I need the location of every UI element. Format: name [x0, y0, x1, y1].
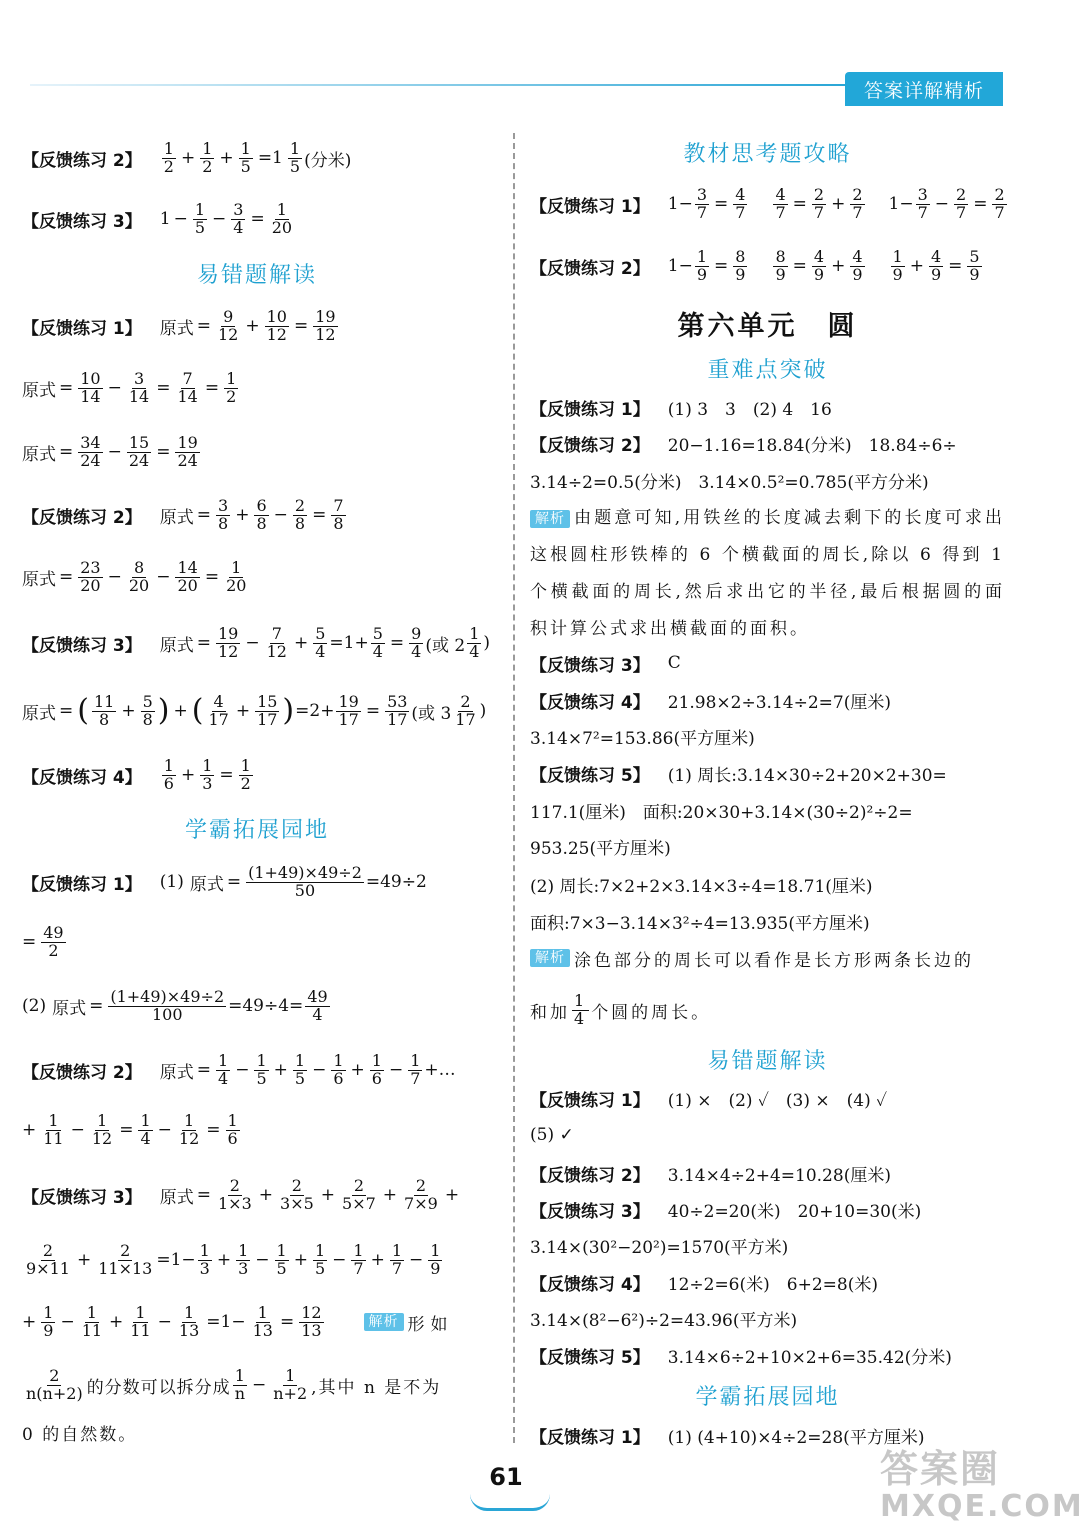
fraction: $\frac{8}{20}$ — [128, 557, 150, 595]
text: 3.14÷2=0.5(分米) 3.14×0.5²=0.785(平方分米) — [530, 472, 929, 493]
fraction: $\frac{1}{2}$ — [226, 368, 237, 406]
fraction: $\frac{10}{14}$ — [80, 368, 101, 406]
analysis-paragraph — [530, 500, 1005, 648]
text: C — [667, 653, 681, 673]
answer-line — [530, 425, 957, 461]
text: 1− — [667, 256, 693, 276]
text: 面积:7×3−3.14×3²÷4=13.935(平方厘米) — [530, 913, 870, 934]
fraction: $\frac{8}{9}$ — [735, 246, 746, 284]
fraction: $\frac{19}{12}$ — [218, 623, 239, 661]
watermark-logo — [880, 1438, 1084, 1533]
text: =1− — [156, 1250, 196, 1270]
text: 3.14×(30²−20²)=1570(平方米) — [530, 1237, 789, 1258]
text: 原式 — [159, 1062, 194, 1083]
fraction: $\frac{19}{17}$ — [338, 691, 359, 729]
fraction: $\frac{2}{7}$ — [852, 184, 863, 222]
fraction: $\frac{1}{n+2}$ — [273, 1365, 308, 1403]
answer-line — [530, 389, 832, 425]
exercise-label: 【反馈练习 3】 — [22, 635, 142, 656]
exercise-label: 【反馈练习 1】 — [530, 399, 650, 420]
fraction: $\frac{1}{11}$ — [130, 1302, 151, 1340]
exercise-label: 【反馈练习 2】 — [530, 1165, 650, 1186]
fraction: $\frac{3}{7}$ — [917, 184, 928, 222]
text: (1) 周长:3.14×30÷2+20×2+30= — [667, 765, 947, 786]
exercise-label: 【反馈练习 2】 — [530, 258, 650, 279]
exercise-label: 【反馈练习 1】 — [530, 196, 650, 217]
answer-line — [530, 940, 974, 976]
fraction: $\frac{4}{9}$ — [813, 246, 825, 284]
answer-line: 【反馈练习 1】 原式 = $\frac{9}{12}$ + $\frac{10}{12}$ = $\frac{19}{12}$ — [22, 306, 336, 344]
fraction: $\frac{1}{20}$ — [271, 199, 293, 237]
text: 40÷2=20(米) 20+10=30(米) — [667, 1201, 922, 1222]
fraction: $\frac{1}{11}$ — [81, 1302, 103, 1340]
exercise-label: 【反馈练习 1】 — [530, 1090, 650, 1111]
fraction: $\frac{15}{17}$ — [257, 691, 278, 729]
fraction: $\frac{1}{6}$ — [163, 755, 174, 793]
fraction: $\frac{1}{6}$ — [371, 1050, 382, 1088]
exercise-label: 【反馈练习 1】 — [22, 318, 142, 339]
text: 形如 — [407, 1314, 454, 1335]
answer-line — [530, 1117, 574, 1153]
fraction: $\frac{1}{5}$ — [276, 1240, 287, 1278]
fraction: $\frac{(1+49)\times 49\div 2}{50}$ — [248, 862, 362, 900]
text: (或 3 — [411, 703, 452, 724]
fraction: $\frac{2}{5\times 7}$ — [342, 1175, 376, 1213]
fraction: $\frac{2}{7\times 9}$ — [404, 1175, 438, 1213]
fraction: $\frac{2}{11\times 13}$ — [98, 1240, 153, 1278]
answer-line: 【反馈练习 3】 1 − $\frac{1}{5}$ − $\frac{3}{4}$ = $\frac{1}{20}$ — [22, 199, 293, 237]
answer-line — [530, 1155, 891, 1191]
fraction: $\frac{1}{9}$ — [696, 246, 707, 284]
answer-line: 原式 = $\frac{34}{24}$ − $\frac{15}{24}$ = $\frac{19}{24}$ — [22, 432, 198, 470]
fraction: $\frac{1}{2}$ — [202, 138, 213, 176]
fraction: $\frac{1}{13}$ — [178, 1302, 200, 1340]
page-number: 61 — [489, 1463, 523, 1491]
section-heading: 易错题解读 — [707, 1049, 828, 1074]
answer-line: + $\frac{1}{11}$ − $\frac{1}{12}$ = $\frac{1}{4}$ − $\frac{1}{12}$ = $\frac{1}{6}$ — [22, 1110, 238, 1148]
fraction: $\frac{4}{9}$ — [852, 246, 863, 284]
fraction: $\frac{9}{4}$ — [411, 623, 422, 661]
fraction: $\frac{1}{3}$ — [202, 755, 213, 793]
fraction: $\frac{1}{20}$ — [226, 557, 247, 595]
text: 20−1.16=18.84(分米) 18.84÷6÷ — [667, 435, 957, 456]
fraction: $\frac{1}{5}$ — [194, 199, 206, 237]
text: =2+ — [295, 701, 335, 721]
text: 1− — [888, 194, 914, 214]
unit-text: (分米) — [304, 150, 352, 171]
text: (1) — [159, 872, 184, 892]
fraction: $\frac{23}{20}$ — [80, 557, 101, 595]
text: 原式 — [22, 703, 56, 724]
fraction: $\frac{1}{7}$ — [391, 1240, 403, 1278]
text: 涂色部分的周长可以看作是长方形两条长边的 — [574, 950, 974, 971]
text: +… — [424, 1060, 456, 1080]
exercise-label: 【反馈练习 1】 — [22, 874, 142, 895]
fraction: $\frac{1}{9}$ — [892, 246, 903, 284]
fraction: $\frac{5}{9}$ — [969, 246, 980, 284]
watermark-text: 答案圈 — [880, 1447, 1001, 1491]
answer-line — [530, 462, 929, 498]
answer-line: (2) 原式 = $\frac{(1+49)\times 49\div 2}{100}$ =49÷4= $\frac{49}{4}$ — [22, 986, 328, 1024]
fraction: $\frac{1}{5}$ — [256, 1050, 267, 1088]
fraction: $\frac{5}{8}$ — [142, 691, 153, 729]
fraction: $\frac{1}{4}$ — [574, 990, 588, 1028]
answer-line — [22, 1414, 137, 1450]
answer-line: 原式 = ( $\frac{11}{8}$ + $\frac{5}{8}$ ) + ( $\frac{4}{17}$ + $\frac{15}{17}$ ) =2+ $\frac{19}{17}$ = $\frac{53}{17}$ (或 3 $\frac{2}{17}$ ) — [22, 691, 487, 729]
answer-line: 【反馈练习 3】 原式 = $\frac{2}{1\times 3}$ + $\frac{2}{3\times 5}$ + $\frac{2}{5\times 7}$ + $\frac{2}{7\times 9}$ + — [22, 1175, 460, 1213]
fraction: $\frac{2}{9\times 11}$ — [26, 1240, 70, 1278]
fraction: $\frac{1}{4}$ — [218, 1050, 229, 1088]
text: (2) 周长:7×2+2×3.14×3÷4=18.71(厘米) — [530, 876, 873, 897]
fraction: $\frac{2}{7}$ — [813, 184, 825, 222]
answer-line — [530, 645, 681, 681]
text: (2) — [22, 996, 47, 1016]
answer-line: 【反馈练习 2】 原式 = $\frac{1}{4}$ − $\frac{1}{5}$ + $\frac{1}{5}$ − $\frac{1}{6}$ + $\frac{1}{6}$ − $\frac{1}{7}$ +… — [22, 1050, 456, 1088]
fraction: $\frac{1}{12}$ — [178, 1110, 200, 1148]
answer-line — [530, 1417, 924, 1453]
exercise-label: 【反馈练习 3】 — [22, 211, 142, 232]
fraction: $\frac{3}{14}$ — [128, 368, 150, 406]
text: (5) ✓ — [530, 1125, 574, 1145]
answer-line: 原式 = $\frac{23}{20}$ − $\frac{8}{20}$ − $\frac{14}{20}$ = $\frac{1}{20}$ — [22, 557, 247, 595]
answer-line — [530, 755, 947, 791]
fraction: $\frac{5}{4}$ — [372, 623, 383, 661]
answer-line — [530, 682, 891, 718]
exercise-label: 【反馈练习 4】 — [530, 1274, 650, 1295]
exercise-label: 【反馈练习 2】 — [22, 507, 142, 528]
fraction: $\frac{2}{7}$ — [956, 184, 967, 222]
text: =49÷4= — [228, 996, 304, 1016]
fraction: $\frac{4}{17}$ — [208, 691, 229, 729]
text: 3.14×7²=153.86(平方厘米) — [530, 728, 755, 749]
header-rule — [30, 84, 845, 86]
section-heading: 学霸拓展园地 — [184, 818, 329, 843]
fraction: $\frac{1}{6}$ — [227, 1110, 238, 1148]
exercise-label: 【反馈练习 5】 — [530, 1347, 650, 1368]
text: (或 2 — [425, 635, 466, 656]
fraction: $\frac{49}{2}$ — [43, 922, 64, 960]
answer-line — [530, 1227, 788, 1263]
fraction: $\frac{1}{5}$ — [289, 138, 301, 176]
text: 3.14×(8²−6²)÷2=43.96(平方米) — [530, 1310, 798, 1331]
answer-line — [530, 828, 671, 864]
exercise-label: 【反馈练习 1】 — [530, 1427, 650, 1448]
fraction: $\frac{3}{4}$ — [233, 199, 244, 237]
text: 原式 — [159, 635, 194, 656]
answer-line — [530, 718, 755, 754]
fraction: $\frac{1}{7}$ — [410, 1050, 421, 1088]
fraction: $\frac{2}{8}$ — [294, 495, 306, 533]
fraction: $\frac{4}{7}$ — [735, 184, 746, 222]
text: 原式 — [159, 507, 194, 528]
text: 原式 — [159, 1187, 194, 1208]
fraction: $\frac{49}{4}$ — [307, 986, 328, 1024]
fraction: $\frac{12}{13}$ — [301, 1302, 322, 1340]
fraction: $\frac{1}{4}$ — [140, 1110, 151, 1148]
fraction: $\frac{53}{17}$ — [387, 691, 408, 729]
text: =1+ — [329, 633, 369, 653]
answer-line: 【反馈练习 2】 $\frac{1}{2}$ + $\frac{1}{2}$ + $\frac{1}{5}$ =1 $\frac{1}{5}$ (分米) — [22, 138, 352, 176]
answer-line — [530, 1264, 878, 1300]
fraction: $\frac{5}{4}$ — [315, 623, 326, 661]
fraction: $\frac{2}{17}$ — [455, 691, 476, 729]
text: 3.14×4÷2+4=10.28(厘米) — [667, 1165, 891, 1186]
fraction: $\frac{1}{5}$ — [294, 1050, 306, 1088]
answer-line — [530, 903, 870, 939]
analysis-badge: 解析 — [364, 1313, 404, 1331]
text: 的分数可以拆分成 — [86, 1377, 231, 1398]
section-heading: 重难点突破 — [707, 358, 828, 383]
text: 1− — [667, 194, 693, 214]
section-heading: 易错题解读 — [196, 263, 317, 288]
exercise-label: 【反馈练习 2】 — [22, 150, 142, 171]
exercise-label: 【反馈练习 2】 — [530, 435, 650, 456]
watermark-url: MXQE.COM — [880, 1489, 1084, 1524]
fraction: $\frac{3}{7}$ — [696, 184, 707, 222]
exercise-label: 【反馈练习 3】 — [530, 1201, 650, 1222]
fraction: $\frac{1}{5}$ — [314, 1240, 326, 1278]
text: 和加 — [530, 1002, 570, 1023]
exercise-label: 【反馈练习 3】 — [22, 1187, 142, 1208]
text: 953.25(平方厘米) — [530, 838, 671, 859]
answer-line: = $\frac{49}{2}$ — [22, 922, 64, 960]
answer-line: 【反馈练习 4】 $\frac{1}{6}$ + $\frac{1}{3}$ = $\frac{1}{2}$ — [22, 755, 251, 793]
answer-line — [530, 1191, 921, 1227]
answer-line — [530, 1337, 952, 1373]
fraction: $\frac{1}{n}$ — [234, 1365, 245, 1403]
answer-line — [530, 992, 711, 1028]
fraction: $\frac{1}{12}$ — [91, 1110, 113, 1148]
answer-line: 【反馈练习 2】 1− $\frac{1}{9}$ = $\frac{8}{9}$ $\frac{8}{9}$ = $\frac{4}{9}$ + $\frac{4}{9}$ $\frac{1}{9}$ + $\frac{4}{9}$ = $\frac{5}{9}$ — [530, 246, 980, 284]
analysis-badge: 解析 — [530, 510, 570, 528]
fraction: $\frac{2}{n(n+2)}$ — [26, 1365, 83, 1403]
fraction: $\frac{7}{8}$ — [333, 495, 344, 533]
fraction: $\frac{8}{9}$ — [775, 246, 786, 284]
text: 原式 — [189, 874, 224, 895]
text: 0 的自然数。 — [22, 1424, 138, 1445]
exercise-label: 【反馈练习 5】 — [530, 765, 650, 786]
exercise-label: 【反馈练习 4】 — [22, 767, 142, 788]
fraction: $\frac{1}{2}$ — [163, 138, 174, 176]
answer-line: 【反馈练习 2】 原式 = $\frac{3}{8}$ + $\frac{6}{8}$ − $\frac{2}{8}$ = $\frac{7}{8}$ — [22, 495, 344, 533]
answer-line — [530, 1080, 887, 1116]
fraction: $\frac{2}{7}$ — [994, 184, 1005, 222]
text: 12÷2=6(米) 6+2=8(米) — [667, 1274, 878, 1295]
fraction: $\frac{1}{5}$ — [240, 138, 251, 176]
fraction: $\frac{7}{12}$ — [266, 623, 287, 661]
answer-line: 【反馈练习 1】 1− $\frac{3}{7}$ = $\frac{4}{7}$ $\frac{4}{7}$ = $\frac{2}{7}$ + $\frac{2}{7}$ 1− $\frac{3}{7}$ − $\frac{2}{7}$ = $\frac{2}{7}$ — [530, 184, 1005, 222]
text: 原式 — [159, 318, 194, 339]
answer-line: 【反馈练习 3】 原式 = $\frac{19}{12}$ − $\frac{7}{12}$ + $\frac{5}{4}$ =1+ $\frac{5}{4}$ = $\frac{9}{4}$ (或 2 $\frac{1}{4}$ ) — [22, 623, 491, 661]
answer-line — [530, 1300, 797, 1336]
text: 21.98×2÷3.14÷2=7(厘米) — [667, 692, 891, 713]
text: (1) 3 3 (2) 4 16 — [667, 399, 832, 420]
text: 由题意可知,用铁丝的长度减去剩下的长度可求出这根圆柱形铁棒的 6 个横截面的周长,除以 6 得到 1 个横截面的周长,然后求出它的半径,最后根据圆的面积计算公式求出横截面的面积。 — [530, 508, 1005, 639]
unit-title: 第六单元 圆 — [677, 311, 858, 342]
fraction: $\frac{2}{3\times 5}$ — [280, 1175, 314, 1213]
answer-line — [530, 866, 873, 902]
column-divider — [513, 133, 515, 1443]
fraction: $\frac{1}{9}$ — [43, 1302, 54, 1340]
fraction: $\frac{11}{8}$ — [93, 691, 115, 729]
fraction: $\frac{15}{24}$ — [128, 432, 150, 470]
fraction: $\frac{19}{12}$ — [315, 306, 336, 344]
fraction: $\frac{4}{9}$ — [930, 246, 942, 284]
answer-line: 原式 = $\frac{10}{14}$ − $\frac{3}{14}$ = $\frac{7}{14}$ = $\frac{1}{2}$ — [22, 368, 237, 406]
fraction: $\frac{2}{1\times 3}$ — [218, 1175, 252, 1213]
page-number-swoosh — [470, 1494, 550, 1511]
fraction: $\frac{1}{9}$ — [430, 1240, 441, 1278]
answer-line: $\frac{2}{n(n+2)}$ 的分数可以拆分成 $\frac{1}{n}$ − $\frac{1}{n+2}$ ,其中 n 是不为 — [26, 1365, 442, 1403]
text: 原式 — [22, 444, 56, 465]
answer-line: 【反馈练习 1】 (1) 原式 = $\frac{(1+49)\times 49\div 2}{50}$ =49÷2 — [22, 862, 427, 900]
text: =49÷2 — [365, 872, 427, 892]
exercise-label: 【反馈练习 2】 — [22, 1062, 142, 1083]
text: 3.14×6÷2+10×2+6=35.42(分米) — [667, 1347, 952, 1368]
fraction: $\frac{1}{3}$ — [199, 1240, 210, 1278]
text: (1) (4+10)×4÷2=28(平方厘米) — [667, 1427, 925, 1448]
text: 原式 — [22, 569, 56, 590]
section-heading: 学霸拓展园地 — [695, 1385, 840, 1410]
fraction: $\frac{1}{3}$ — [238, 1240, 249, 1278]
text: ,其中 n 是不为 — [311, 1377, 442, 1398]
text: 个圆的周长。 — [591, 1002, 712, 1023]
fraction: $\frac{1}{2}$ — [240, 755, 251, 793]
text: (1) × (2) ✓ (3) × (4) ✓ — [667, 1090, 888, 1111]
fraction: $\frac{1}{6}$ — [333, 1050, 344, 1088]
fraction: $\frac{1}{7}$ — [353, 1240, 364, 1278]
fraction: $\frac{9}{12}$ — [218, 306, 239, 344]
fraction: $\frac{14}{20}$ — [177, 557, 198, 595]
exercise-label: 【反馈练习 3】 — [530, 655, 650, 676]
text: 原式 — [52, 998, 87, 1019]
fraction: $\frac{10}{12}$ — [266, 306, 287, 344]
fraction: $\frac{34}{24}$ — [80, 432, 101, 470]
fraction: $\frac{1}{4}$ — [469, 623, 480, 661]
fraction: $\frac{6}{8}$ — [256, 495, 267, 533]
exercise-label: 【反馈练习 4】 — [530, 692, 650, 713]
fraction: $\frac{19}{24}$ — [177, 432, 198, 470]
fraction: $\frac{1}{11}$ — [43, 1110, 64, 1148]
fraction: $\frac{(1+49)\times 49\div 2}{100}$ — [110, 986, 225, 1024]
section-heading: 教材思考题攻略 — [683, 142, 852, 167]
fraction: $\frac{7}{14}$ — [177, 368, 198, 406]
analysis-badge: 解析 — [530, 949, 570, 967]
answer-line: + $\frac{1}{9}$ − $\frac{1}{11}$ + $\frac{1}{11}$ − $\frac{1}{13}$ =1− $\frac{1}{13}$ = $\frac{12}{13}$ 解析 形如 — [22, 1302, 454, 1340]
fraction: $\frac{1}{13}$ — [252, 1302, 273, 1340]
answer-line — [530, 792, 913, 828]
fraction: $\frac{3}{8}$ — [218, 495, 229, 533]
text: 原式 — [22, 380, 56, 401]
text: 117.1(厘米) 面积:20×30+3.14×(30÷2)²÷2= — [530, 802, 913, 823]
answer-line: $\frac{2}{9\times 11}$ + $\frac{2}{11\times 13}$ =1− $\frac{1}{3}$ + $\frac{1}{3}$ − $\frac{1}{5}$ + $\frac{1}{5}$ − $\frac{1}{7}$ + $\frac{1}{7}$ − $\frac{1}{9}$ — [26, 1240, 441, 1278]
fraction: $\frac{4}{7}$ — [775, 184, 786, 222]
header-tag: 答案详解精析 — [845, 72, 1003, 106]
